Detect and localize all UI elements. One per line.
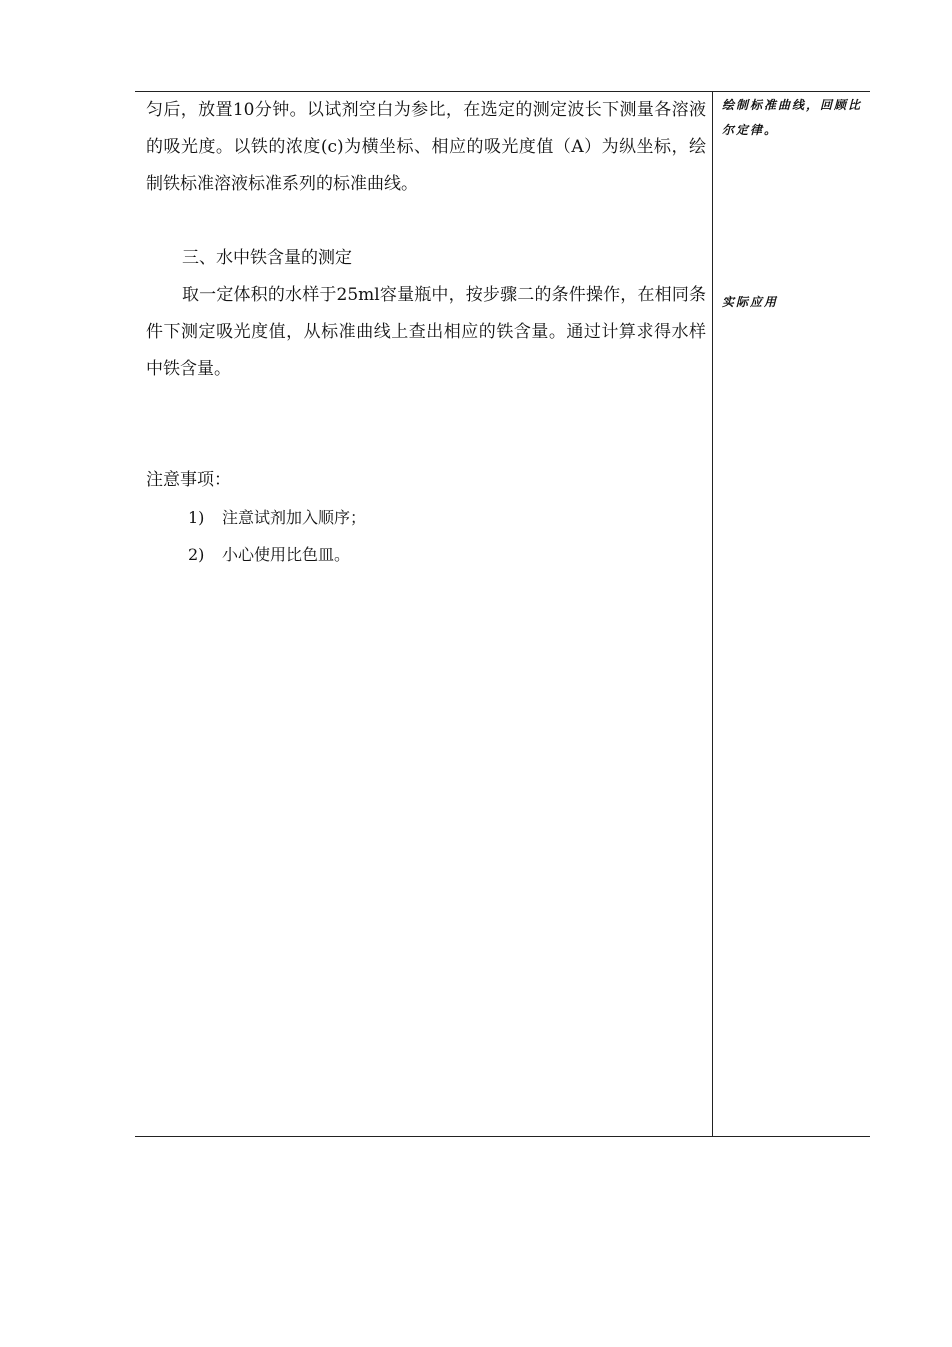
spacer	[146, 203, 706, 240]
table-bottom-border	[135, 1136, 870, 1137]
notes-title: 注意事项：	[146, 470, 231, 490]
note-number: 2)	[188, 545, 205, 564]
section-heading-iron-content: 三、水中铁含量的测定	[182, 248, 352, 268]
note-number: 1)	[188, 508, 205, 527]
side-note-practical-application: 实际应用	[722, 295, 779, 309]
main-content-column	[146, 92, 706, 573]
note-text: 小心使用比色皿。	[222, 545, 351, 564]
note-text: 注意试剂加入顺序；	[222, 508, 367, 527]
note-item	[146, 499, 706, 536]
side-note-standard-curve: 绘制标准曲线，回顾比尔定律。	[722, 98, 863, 137]
note-item	[146, 536, 706, 573]
spacer	[146, 388, 706, 462]
paragraph-standard-curve: 匀后，放置10分钟。以试剂空白为参比，在选定的测定波长下测量各溶液的吸光度。以铁的浓度(c)为横坐标、相应的吸光度值（A）为纵坐标，绘制铁标准溶液标准系列的标准曲线。	[146, 100, 706, 194]
table-column-divider	[712, 91, 713, 1137]
paragraph-water-sample: 取一定体积的水样于25ml容量瓶中，按步骤二的条件操作，在相同条件下测定吸光度值，从标准曲线上查出相应的铁含量。通过计算求得水样中铁含量。	[146, 285, 706, 379]
